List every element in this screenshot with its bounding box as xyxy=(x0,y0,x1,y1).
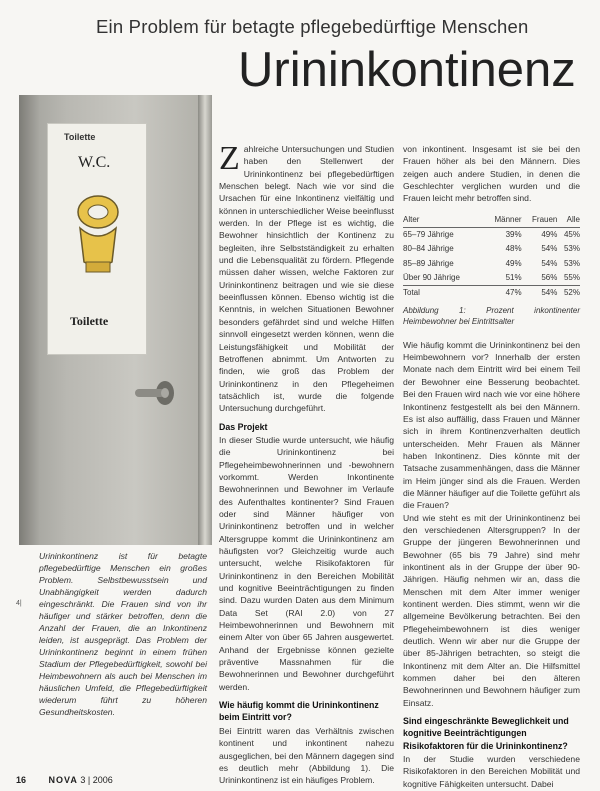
table-cell: 49% xyxy=(505,258,522,268)
table-header-row xyxy=(403,213,580,228)
intro-text: ahlreiche Untersuchungen und Studien haben den Stellenwert der Urininkontinenz bei pflegebedürftigen Menschen belegt. Nach wie vor sind die Ursachen für eine Inkontinenz vielfältig und können in unterschiedlicher Weise beeinflusst werden. In der Pflege ist es wichtig, die Bewohner hinsichtlich der Kontinenz zu begleiten, ihre Selbstständigkeit zu erhalten und die Lebensqualität zu fördern. Pflegende müssen daher wissen, welche Faktoren zur Urininkontinenz beitragen und wie sie diese beeinflussen können. Ebenso wichtig ist die Kenntnis, in welchen Situationen Bewohner besonders gefährdet sind und welche Hilfen sinnvoll eingesetzt werden können, wenn die Leistungsfähigkeit und Mobilität der Betroffenen abnimmt. Um Antworten zu finden, wie groß das Problem der Urininkontinenz in den Pflegeheimen tatsächlich ist, wurde die folgende Untersuchung durchgeführt. xyxy=(219,144,394,414)
table-cell: 48% xyxy=(505,244,522,254)
table-cell: 55% xyxy=(563,273,580,283)
table-cell: 80–84 Jährige xyxy=(403,244,454,254)
column2-paragraph-a: Wie häufig kommt die Urininkontinenz bei den Heimbewohnern vor? Innerhalb der ersten Monate nach dem Eintritt wird bei einem Teil der Bewohner eine Besserung beobachtet. Bei den Frauen wird nach wie vor eine höhere Inkontinenz festgestellt als bei den Männern. Es ist also auffällig, dass Frauen und Männer sich in ihrem Kontinenzverhalten deutlich unterscheiden. Mehr Frauen als Männer haben Inkontinenz. Dies könnte mit der Tatsache zusammenhängen, dass die Männer im Heim jünger sind als die Frauen. Werden die Männer häufiger auf die Toilette geführt als die Frauen? xyxy=(403,339,580,511)
table-cell: 53% xyxy=(563,244,580,254)
table-header: Frauen xyxy=(522,213,558,228)
toilet-sign xyxy=(47,123,147,355)
table-header: Männer xyxy=(483,213,521,228)
toilet-door-photo xyxy=(19,95,212,545)
table-caption: Abbildung 1: Prozent inkontinenter Heimbewohner bei Eintrittsalter xyxy=(403,305,580,326)
text-column-1 xyxy=(219,140,394,787)
door-frame xyxy=(198,95,212,545)
intro-paragraph xyxy=(219,140,394,415)
heading-risiko: Sind eingeschränkte Beweglichkeit und kognitive Beeinträchtigungen Risikofaktoren für die Urininkontinenz? xyxy=(403,716,569,751)
text-column-2 xyxy=(403,143,580,790)
table-cell: 65–79 Jährige xyxy=(403,230,454,240)
magazine-name: NOVA xyxy=(48,775,78,785)
table-cell: 45% xyxy=(563,230,580,240)
table-cell: 85–89 Jährige xyxy=(403,258,454,268)
heading-haeufigkeit: Wie häufig kommt die Urininkontinenz beim Eintritt vor? xyxy=(219,700,379,723)
table-cell: 47% xyxy=(483,286,521,301)
table-cell: 39% xyxy=(505,230,522,240)
table-cell: Total xyxy=(403,286,483,301)
page-footer xyxy=(16,775,113,785)
table-row xyxy=(403,257,580,271)
photo-caption: Urininkontinenz ist für betagte pflegebedürftige Menschen ein großes Problem. Selbstbewusstsein und Unabhängigkeit werden dadurch eingeschränkt. Die Frauen sind von ihr häufiger und stärker betroffen, denn die Anzahl der Frauen, die an Inkontinenz leiden, ist ausgeprägt. Das Problem der Urininkontinenz beginnt in einem frühen Stadium der Pflegebedürftigkeit, sowohl bei Heimbewohnern als auch bei Menschen im häuslichen Umfeld, die Pflegebedürftigkeit wiederum führt zu höheren Gesundheitskosten. xyxy=(39,551,207,717)
projekt-paragraph: In dieser Studie wurde untersucht, wie häufig die Urininkontinenz bei Pflegeheimbewohnerinnen und -bewohnern vorkommt. Werden Inkontinente Bewohnerinnen und Bewohner im Verlaufe des Aufenthaltes kontinenter? Sind Frauen oder sind Männer häufiger von Urininkontinenz betroffen und in welcher Altersgruppe kommt die Urininkontinenz am häufigsten vor? Gleichzeitig wurde auch untersucht, welche Risikofaktoren für Urininkontinenz in den Bereichen Mobilität und kognitive Beeinträchtigungen zu finden sind. Dazu wurden Daten aus dem Minimum Data Set (RAI 2.0) von 27 Heimbewohnerinnen und Bewohnern mit einem Alter von über 65 Jahren ausgewertet. Anhand der Ergebnisse können gezielte präventive Massnahmen für die Bewohnerinnen und Bewohner durchgeführt werden. xyxy=(219,434,394,692)
kicker: Ein Problem für betagte pflegebedürftige Menschen xyxy=(96,16,529,37)
page-title: Urininkontinenz xyxy=(238,43,576,97)
risiko-paragraph: In der Studie wurden verschiedene Risikofaktoren in den Bereichen Mobilität und kognitive Fähigkeiten untersucht. Dabei xyxy=(403,754,580,789)
table-cell: Über 90 Jährige xyxy=(403,273,460,283)
table-header: Alle xyxy=(557,213,580,228)
table-header: Alter xyxy=(403,213,483,228)
sign-bottom-label: Toilette xyxy=(70,314,109,328)
table-cell: 49% xyxy=(541,230,558,240)
table-cell: 51% xyxy=(505,273,522,283)
table-cell: 53% xyxy=(563,258,580,268)
table-row xyxy=(403,228,580,243)
table-cell: 54% xyxy=(522,286,558,301)
issue-number: 3 | 2006 xyxy=(80,775,113,785)
table-cell: 52% xyxy=(557,286,580,301)
table-row xyxy=(403,242,580,256)
haeufigkeit-paragraph: Bei Eintritt waren das Verhältnis zwischen kontinent und inkontinent nahezu ausgeglichen, bei den Männern dagegen sind es deutlich mehr (Abbildung 1). Die Urininkontinenz ist ein häufiges Problem. xyxy=(219,725,394,786)
table-total-row xyxy=(403,286,580,301)
table-row xyxy=(403,271,580,286)
door-edge xyxy=(19,95,39,545)
incontinence-table xyxy=(403,213,580,301)
sign-wc-label: W.C. xyxy=(78,154,111,171)
table-cell: 54% xyxy=(541,244,558,254)
column2-intro: von inkontinent. Insgesamt ist sie bei den Frauen höher als bei den Männern. Dies zeigen auch andere Studien, in denen die Geschlechter verglichen wurden und die Frauen leicht mehr betroffen sind. xyxy=(403,144,580,204)
table-cell: 56% xyxy=(541,273,558,283)
toilet-icon xyxy=(70,184,126,294)
sign-top-label: Toilette xyxy=(64,132,96,142)
heading-projekt: Das Projekt xyxy=(219,421,268,432)
column2-paragraph-b: Und wie steht es mit der Urininkontinenz bei den verschiedenen Altersgruppen? In der Gruppe der jüngeren Bewohnerinnen und Bewohner (65 bis 79 Jahre) sind mehr inkontinent als in der Gruppe der über 90-Jährigen. Häufig nehmen wir an, dass die Menschen mit dem Alter immer weniger kontinent werden. Dies stimmt, wenn wir die allgemeine Bevölkerung betrachten. Bei den Pflegeheimbewohnern ist dies weniger deutlich. Wenn wir aber nur die Gruppe der über 85-Jährigen betrachten, so steigt die Inkontinenz mit dem Alter an. Die Hilfsmittel kommen daher bei den älteren Bewohnerinnen und Bewohnern häufiger zum Einsatz. xyxy=(403,512,580,708)
side-label: 4| xyxy=(16,600,22,607)
page-number: 16 xyxy=(16,775,27,785)
drop-cap: Z xyxy=(219,140,240,177)
table-cell: 54% xyxy=(541,258,558,268)
door-handle-icon xyxy=(131,373,177,413)
